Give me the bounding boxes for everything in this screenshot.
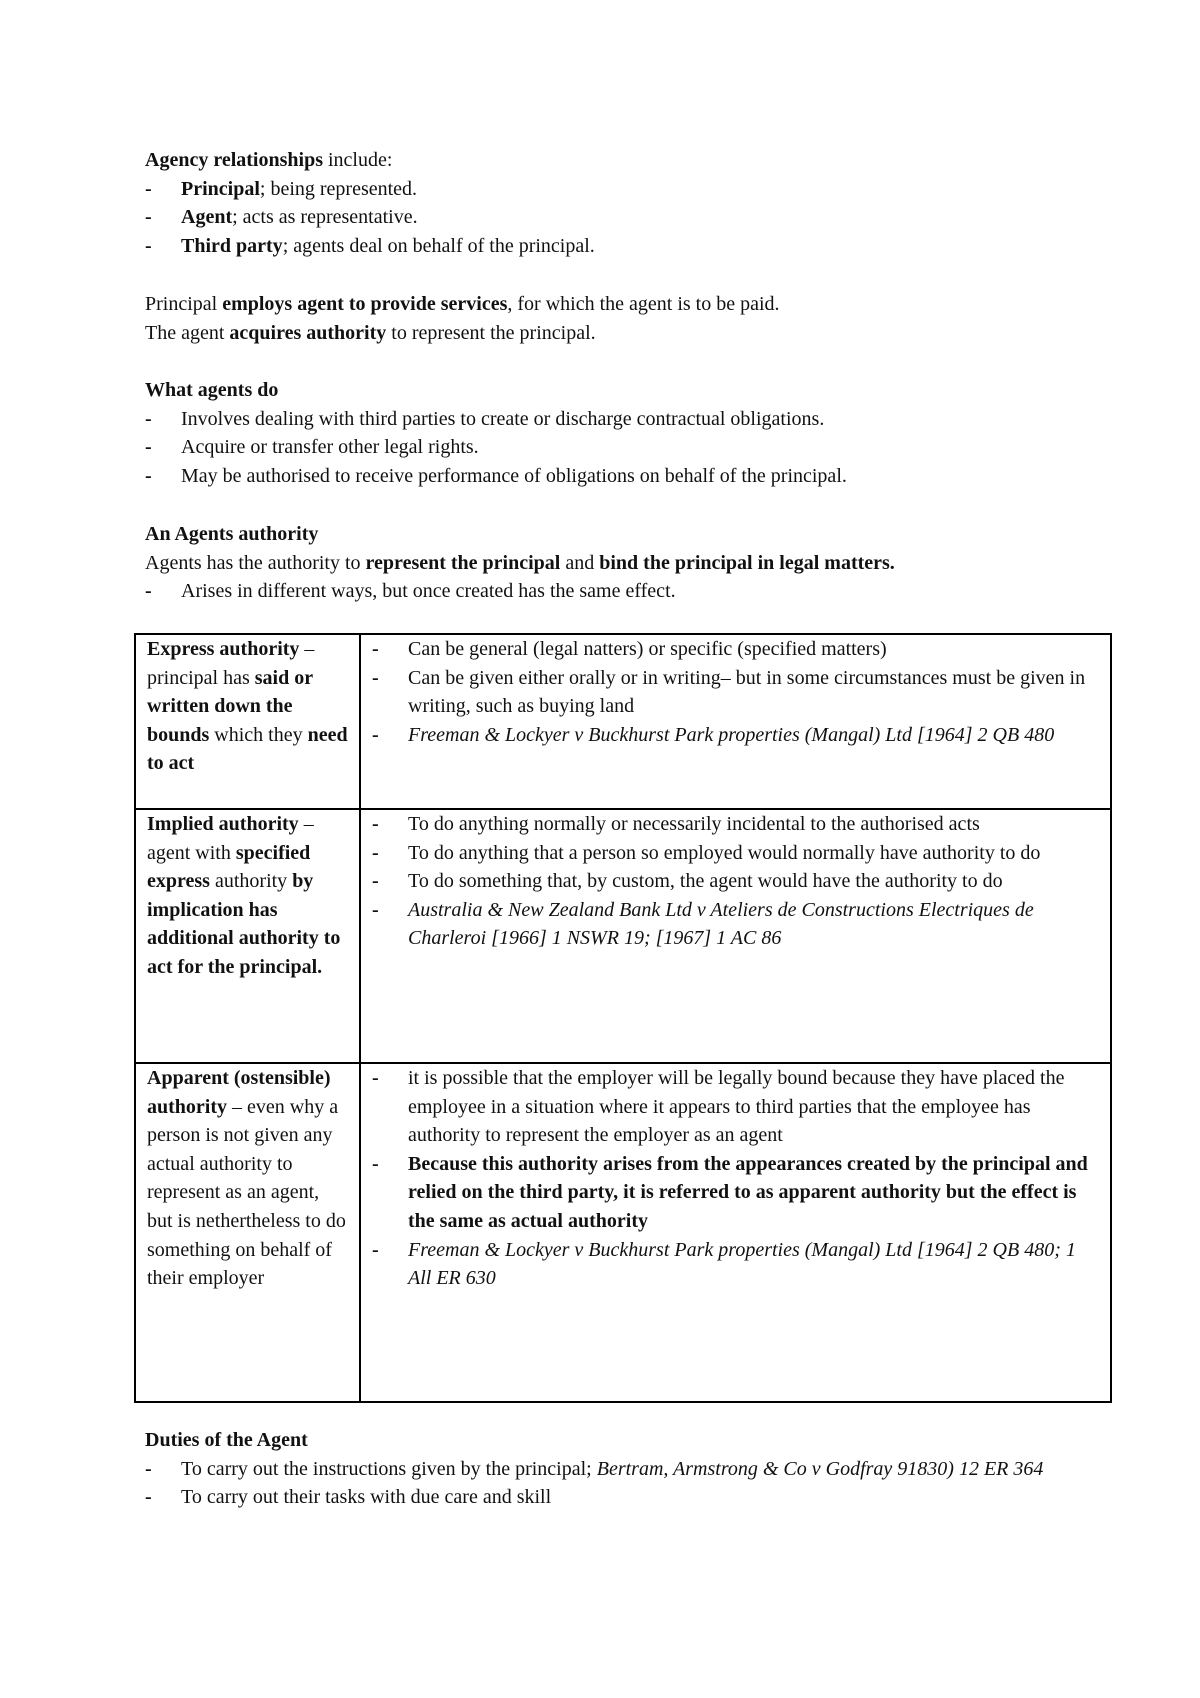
item-text: ; being represented.	[259, 177, 418, 200]
agency-section	[145, 146, 1105, 260]
list-item	[145, 1455, 1105, 1484]
text-run: and	[560, 551, 600, 574]
section-heading: Duties of the Agent	[145, 1429, 308, 1451]
text-run-bold: said or written down the bounds	[147, 666, 313, 746]
list-item: - May be authorised to receive performance of obligations on behalf of the principal.	[145, 462, 1105, 491]
list-item: - Can be general (legal natters) or specific (specified matters)	[372, 635, 1102, 664]
list-item: - To carry out their tasks with due care and skill	[145, 1483, 1105, 1512]
text-run: – even why a person is not given any actual authority to represent as an agent, but is nethertheless to do something on behalf of their employer	[147, 1095, 346, 1290]
row-detail-cell	[360, 809, 1111, 1063]
row-label-cell	[135, 634, 360, 809]
principal-paragraph	[145, 290, 1105, 347]
text-run: authority	[209, 870, 293, 893]
item-term: Agent	[181, 206, 233, 229]
item-text: ; agents deal on behalf of the principal.	[282, 234, 595, 257]
list-item	[372, 896, 1102, 953]
table-row	[135, 634, 1111, 809]
row-label-cell	[135, 809, 360, 1063]
item-term: Principal	[181, 177, 260, 200]
case-citation: Freeman & Lockyer v Buckhurst Park properties (Mangal) Ltd [1964] 2 QB 480; 1 All ER 630	[408, 1238, 1076, 1290]
agency-heading: Agency relationships	[145, 149, 323, 171]
cell-term: Implied authority	[147, 813, 299, 835]
what-agents-do-list	[145, 405, 1105, 491]
text-run: The agent	[145, 321, 230, 344]
list-item: - Arises in different ways, but once created has the same effect.	[145, 577, 1105, 606]
text-run-bold: bind the principal in legal matters.	[599, 551, 895, 574]
case-citation: Australia & New Zealand Bank Ltd v Ateliers de Constructions Electriques de Charleroi [1966] 1 NSWR 19; [1967] 1 AC 86	[408, 898, 1034, 950]
list-item	[372, 1236, 1102, 1293]
text-run-bold: acquires authority	[229, 321, 387, 344]
list-item	[145, 232, 1105, 261]
list-item: - To do anything that a person so employed would normally have authority to do	[372, 839, 1102, 868]
text-run-bold: employs agent to provide services	[222, 293, 508, 315]
cell-term: Apparent (ostensible) authority	[147, 1067, 331, 1118]
section-heading: An Agents authority	[145, 523, 319, 545]
duties-section	[145, 1426, 1105, 1512]
text-run: – principal has	[147, 638, 315, 689]
list-item: - To do anything normally or necessarily incidental to the authorised acts	[372, 810, 1102, 839]
agents-authority-section	[145, 520, 1105, 606]
text-run: Principal	[145, 293, 223, 315]
text-run: , for which the agent is to be paid.	[507, 293, 780, 315]
duties-list	[145, 1455, 1105, 1512]
text-run-bold: Because this authority arises from the appearances created by the principal and relied on the third party, it is referred to as apparent authority but the effect is the same as actual authority	[408, 1152, 1088, 1232]
paragraph-line	[145, 549, 1105, 578]
text-run-bold: need to act	[147, 723, 348, 775]
item-term: Third party	[181, 234, 283, 257]
row-detail-cell	[360, 1063, 1111, 1402]
text-run: which they	[209, 723, 308, 746]
what-agents-do-section	[145, 376, 1105, 490]
row-label-cell	[135, 1063, 360, 1402]
text-run: To carry out the instructions given by the principal;	[181, 1457, 597, 1480]
table-row	[135, 1063, 1111, 1402]
authority-table	[134, 633, 1112, 1403]
list-item	[145, 175, 1105, 204]
agency-heading-line	[145, 146, 1105, 175]
row-detail-cell	[360, 634, 1111, 809]
agency-heading-rest: include:	[322, 149, 393, 171]
section-heading: What agents do	[145, 379, 279, 401]
case-citation: Bertram, Armstrong & Co v Godfray 91830) 12 ER 364	[596, 1457, 1044, 1480]
list-item: - To do something that, by custom, the agent would have the authority to do	[372, 867, 1102, 896]
text-run-bold: represent the principal	[365, 551, 561, 574]
table-row	[135, 809, 1111, 1063]
list-item: - Can be given either orally or in writing– but in some circumstances must be given in writing, such as buying land	[372, 664, 1102, 721]
list-item	[372, 1150, 1102, 1236]
case-citation: Freeman & Lockyer v Buckhurst Park properties (Mangal) Ltd [1964] 2 QB 480	[408, 723, 1055, 746]
paragraph-line	[145, 290, 1105, 319]
agency-list	[145, 175, 1105, 261]
item-text: ; acts as representative.	[232, 206, 418, 229]
list-item: - it is possible that the employer will be legally bound because they have placed the employee in a situation where it appears to third parties that the employee has authority to represent the employer as an agent	[372, 1064, 1102, 1150]
text-run: – agent with	[147, 813, 314, 864]
authority-list	[145, 577, 1105, 606]
paragraph-line	[145, 319, 1105, 348]
list-item	[372, 721, 1102, 750]
text-run: Agents has the authority to	[145, 551, 366, 574]
text-run: to represent the principal.	[386, 321, 596, 344]
text-run-bold: specified express	[147, 841, 311, 893]
text-run-bold: by implication has additional authority to act for the principal.	[147, 870, 341, 978]
list-item: - Acquire or transfer other legal rights.	[145, 433, 1105, 462]
list-item	[145, 203, 1105, 232]
list-item: - Involves dealing with third parties to create or discharge contractual obligations.	[145, 405, 1105, 434]
cell-term: Express authority	[147, 638, 300, 660]
